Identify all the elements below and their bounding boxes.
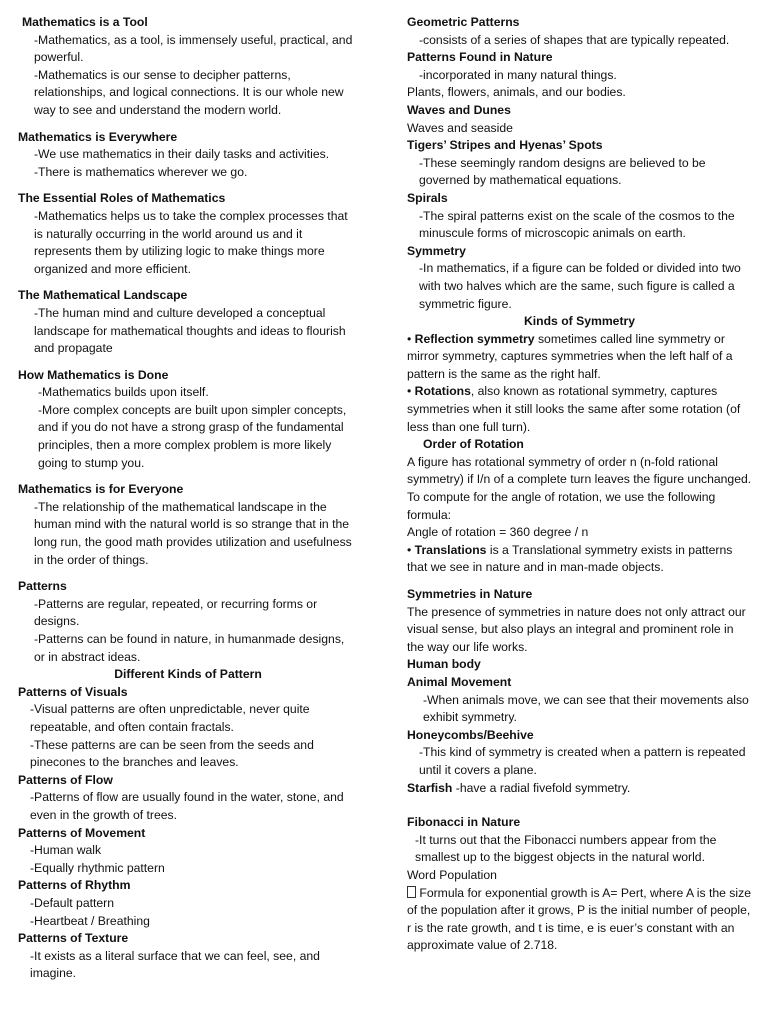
subheading: Kinds of Symmetry [523,314,636,329]
paragraph: To compute for the angle of rotation, we use the following formula: [407,490,716,522]
formula-text: Formula for exponential growth is A= Pert, where A is the size of the population after it grows, P is the initial number of people, r is the rate growth, and t is time, e is euer’s constant with an approximate value of 2.718. [407,885,751,953]
paragraph: -There is mathematics wherever we go. [34,164,248,179]
section-title: Symmetry [407,243,466,258]
section-title: Patterns of Texture [18,931,129,946]
missing-glyph-icon [407,886,416,898]
term: Starfish [407,780,453,795]
bullet-item [407,331,752,384]
paragraph: -More complex concepts are built upon simpler concepts, and if you do not have a strong grasp of the fundamental principles, then a more complex problem is more likely going to stump you. [38,402,347,470]
paragraph: -These patterns are can be seen from the seeds and pinecones to the branches and leaves. [30,737,314,770]
bullet-item [407,542,752,577]
section-title: Animal Movement [407,674,512,689]
paragraph: -Human walk [30,843,102,858]
subheading: Order of Rotation [423,437,524,452]
bullet-glyph: • [407,542,412,557]
left-column [18,14,358,983]
paragraph: -Mathematics builds upon itself. [38,385,209,400]
paragraph: -Default pattern [30,895,115,910]
paragraph: -Mathematics helps us to take the complex processes that is naturally occurring in the world around us and it represents them by utilizing logic to make things more organized and more efficient. [34,208,348,276]
section-title: Symmetries in Nature [407,587,533,601]
section-title: The Mathematical Landscape [18,288,188,303]
paragraph: Word Population [407,867,497,882]
paragraph: -The spiral patterns exist on the scale of the cosmos to the minuscule forms of microscopic animals on earth. [419,208,735,241]
section-title: Mathematics is for Everyone [18,482,184,497]
paragraph: -Heartbeat / Breathing [30,913,150,928]
paragraph: -Patterns can be found in nature, in humanmade designs, or in abstract ideas. [34,632,345,664]
paragraph: -These seemingly random designs are believed to be governed by mathematical equations. [419,155,706,188]
bullet-glyph: • [407,384,412,399]
section-title: Tigers’ Stripes and Hyenas’ Spots [407,138,603,153]
section-title: Patterns of Visuals [18,684,128,699]
paragraph [407,780,752,798]
paragraph: -It exists as a literal surface that we can feel, see, and imagine. [30,948,320,981]
bullet-glyph: • [407,331,412,346]
section-title: Geometric Patterns [407,15,520,29]
paragraph: -consists of a series of shapes that are typically repeated. [419,32,730,47]
term: Reflection symmetry [414,331,535,346]
section-title: How Mathematics is Done [18,367,169,382]
paragraph: -The relationship of the mathematical landscape in the human mind with the natural world is so strange that in the long run, the good math provides utilization and usefulness in the order of things. [34,499,352,567]
paragraph: Waves and seaside [407,120,513,135]
term: Translations [414,542,487,557]
bullet-item [407,383,752,436]
section-title: Patterns of Flow [18,772,113,787]
formula: Angle of rotation = 360 degree / n [407,525,589,540]
paragraph: -In mathematics, if a figure can be folded or divided into two with two halves which are the same, such figure is called a symmetric figure. [419,261,741,311]
subheading: Different Kinds of Pattern [114,667,262,682]
paragraph: -When animals move, we can see that their movements also exhibit symmetry. [423,692,749,725]
section-title: Patterns [18,579,67,594]
paragraph: A figure has rotational symmetry of order n (n-fold rational symmetry) if I/n of a complete turn leaves the figure unchanged. [407,454,752,487]
section-title: Mathematics is a Tool [22,15,148,29]
right-column [407,14,752,955]
section-title: Honeycombs/Beehive [407,727,534,742]
section-title: Waves and Dunes [407,102,511,117]
section-title: Patterns of Movement [18,825,146,840]
paragraph: -Mathematics, as a tool, is immensely useful, practical, and powerful. [34,32,353,65]
section-title: Fibonacci in Nature [407,815,521,830]
paragraph [407,885,752,955]
paragraph: -Visual patterns are often unpredictable, never quite repeatable, and often contain fractals. [30,702,310,734]
paragraph: The presence of symmetries in nature does not only attract our visual sense, but also plays an integral and prominent role in the way our life works. [407,604,746,654]
paragraph: -It turns out that the Fibonacci numbers appear from the smallest up to the biggest objects in the natural world. [415,832,717,865]
paragraph: -Equally rhythmic pattern [30,860,165,875]
term-description: -have a radial fivefold symmetry. [452,780,631,795]
section-title: Patterns of Rhythm [18,878,131,893]
paragraph: Plants, flowers, animals, and our bodies. [407,85,626,100]
section-title: Patterns Found in Nature [407,50,553,65]
paragraph: -This kind of symmetry is created when a pattern is repeated until it covers a plane. [419,745,746,777]
paragraph: -The human mind and culture developed a conceptual landscape for mathematical thoughts and ideas to flourish and propagate [34,305,346,356]
paragraph: -Mathematics is our sense to decipher patterns, relationships, and logical connections. It is our whole new way to see and understand the modern world. [34,67,344,117]
term-description: , also known as rotational symmetry, captures symmetries when it still looks the same after some rotation (of less than one full turn). [407,384,741,434]
term-description: sometimes called line symmetry or mirror symmetry, captures symmetries when the left half of a pattern is the same as the right half. [407,331,733,381]
section-title: Mathematics is Everywhere [18,129,178,144]
term-description: is a Translational symmetry exists in patterns that we see in nature and in man-made objects. [407,542,733,575]
paragraph: -incorporated in many natural things. [419,67,617,82]
term: Rotations [414,384,471,399]
section-title: Spirals [407,190,448,205]
section-title: Human body [407,657,481,672]
paragraph: -Patterns of flow are usually found in the water, stone, and even in the growth of trees. [30,790,344,822]
paragraph: -We use mathematics in their daily tasks and activities. [34,147,330,162]
section-title: The Essential Roles of Mathematics [18,191,226,206]
paragraph: -Patterns are regular, repeated, or recurring forms or designs. [34,596,318,629]
